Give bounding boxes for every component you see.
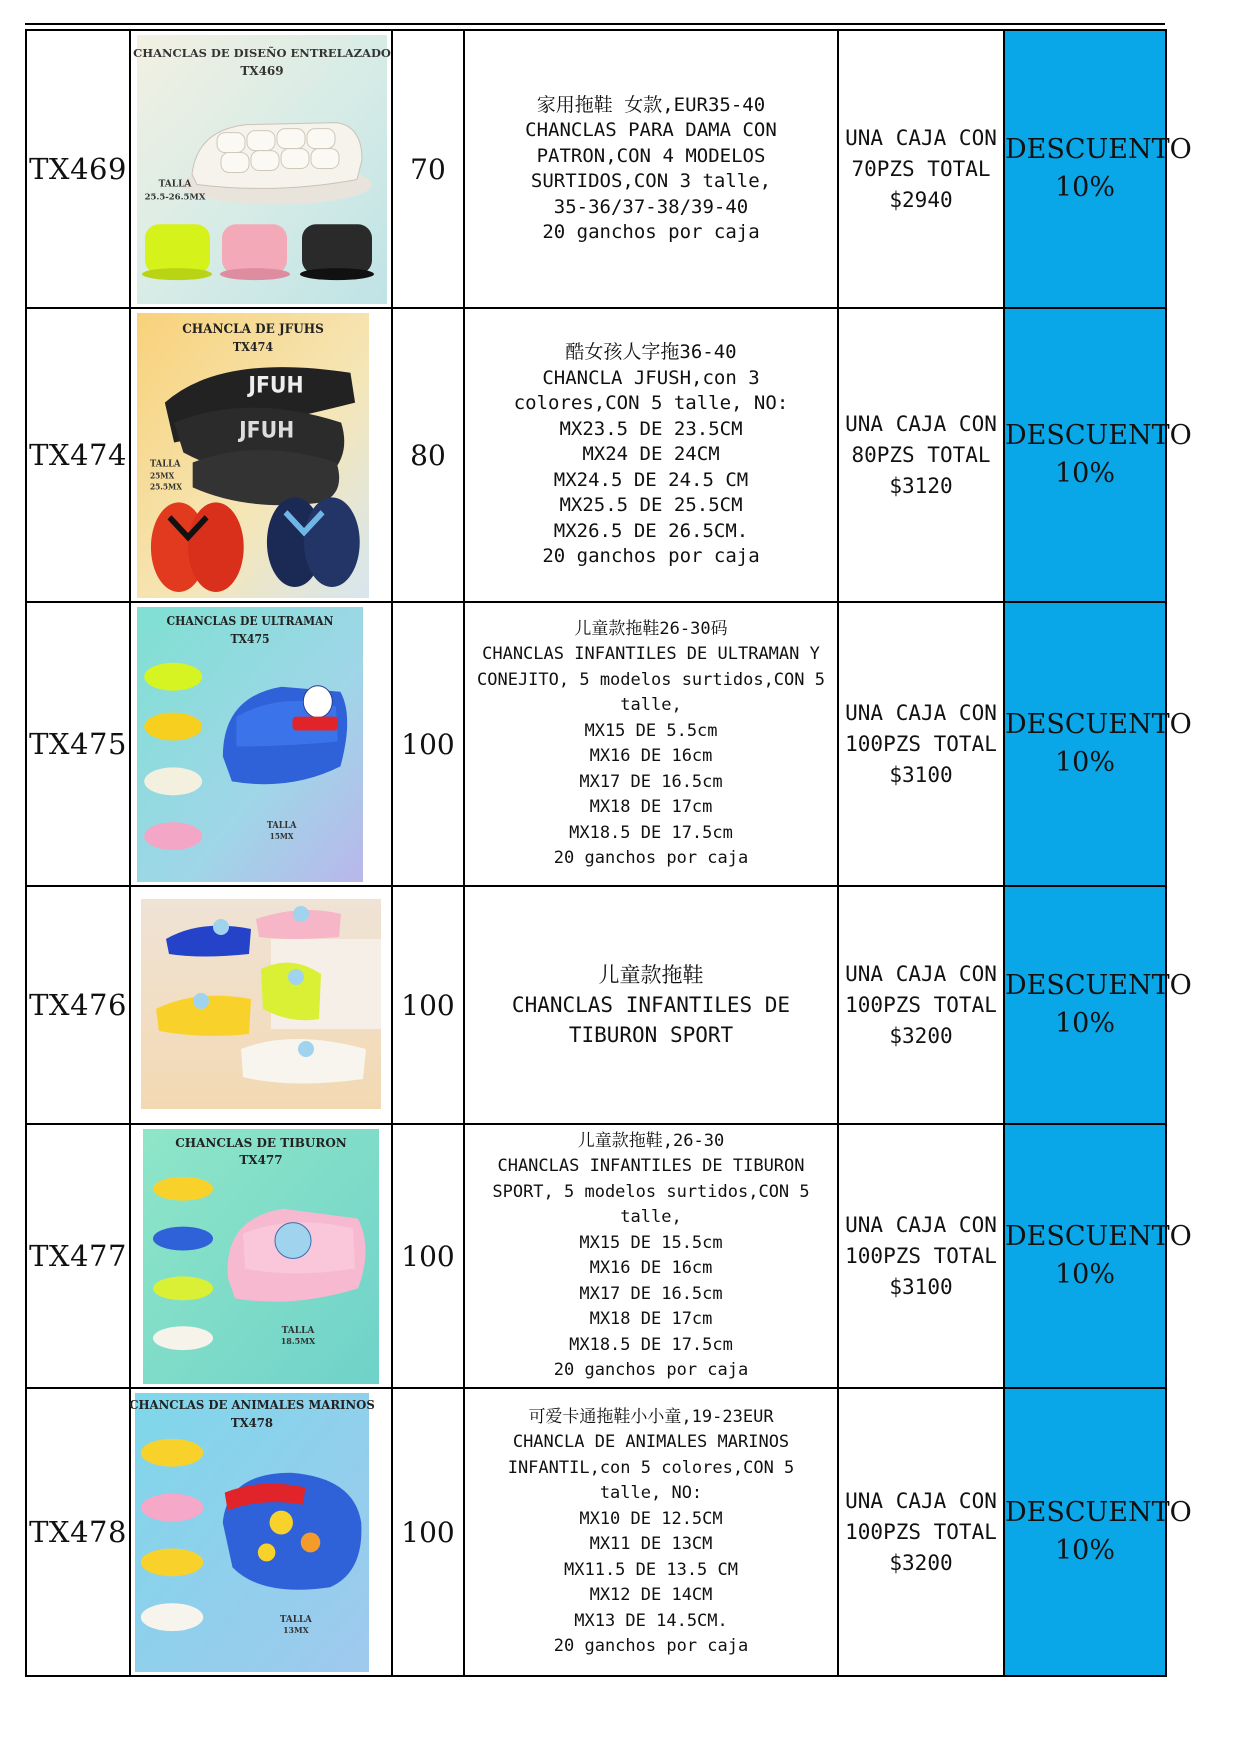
box-line: 100PZS TOTAL [845,1519,997,1544]
talla-label: TALLA [149,459,181,470]
image-subtitle: TX469 [240,63,284,78]
product-image [129,1393,375,1672]
table-row [26,1124,1166,1388]
description-line: 20 ganchos por caja [553,1360,749,1380]
description-line: CHANCLAS INFANTILES DE ULTRAMAN Y [482,644,820,664]
talla-value: 25.5-26.5MX [144,191,206,202]
talla-value: 25.5MX [149,482,182,492]
description-line: MX11.5 DE 13.5 CM [564,1559,738,1580]
quantity: 100 [392,602,464,886]
table-row [26,308,1166,602]
description-line: SURTIDOS,CON 3 talle, [530,170,772,192]
discount-cell [1004,886,1192,1124]
product-image-cell [130,30,392,308]
box-price: $3120 [889,473,953,498]
discount-cell [1004,1124,1192,1388]
image-subtitle: TX475 [230,631,270,647]
top-rule [25,23,1165,25]
product-image-cell [130,308,392,602]
description-line: MX25.5 DE 25.5CM [559,494,743,517]
box-line: UNA CAJA CON [845,1488,997,1513]
description-line: MX26.5 DE 26.5CM. [553,519,749,542]
discount-value: 10% [1054,1008,1115,1039]
box-price: $2940 [889,187,953,212]
talla-label: TALLA [158,179,192,190]
box-line: 100PZS TOTAL [845,731,997,756]
clog-illustration [223,1473,362,1590]
description-line: 儿童款拖鞋,26-30 [577,1130,725,1151]
talla-label: TALLA [266,820,297,832]
discount-label: DESCUENTO [1005,970,1192,1001]
description [464,1388,838,1676]
quantity: 100 [392,1124,464,1388]
description-line: MX17 DE 16.5cm [579,1283,723,1304]
description-line: MX16 DE 16cm [589,746,713,766]
product-image [133,35,391,304]
quantity: 100 [392,1388,464,1676]
description-line: MX23.5 DE 23.5CM [559,417,743,440]
image-title: CHANCLAS DE ANIMALES MARINOS [129,1397,375,1412]
talla-value: 13MX [283,1626,309,1636]
description-line: CHANCLAS PARA DAMA CON [525,119,777,141]
image-title: CHANCLA DE JFUHS [182,320,324,337]
product-image-cell [130,1388,392,1676]
discount-cell [1004,30,1192,308]
description-line: MX13 DE 14.5CM. [574,1610,728,1631]
product-code: TX478 [26,1388,130,1676]
talla-value: 15MX [269,831,294,842]
description-line: MX18 DE 17cm [589,1309,713,1329]
description-line: MX24.5 DE 24.5 CM [553,468,749,491]
box-line: UNA CAJA CON [845,411,997,436]
product-image-cell [130,886,392,1124]
discount-value: 10% [1054,172,1115,203]
box-line: UNA CAJA CON [845,1212,997,1237]
discount-label: DESCUENTO [1005,1221,1192,1252]
talla-value: 25MX [149,471,175,481]
product-image-cell [130,602,392,886]
description-line: MX24 DE 24CM [582,443,720,466]
image-subtitle: TX478 [230,1415,274,1430]
talla-label: TALLA [281,1326,315,1337]
description-line: MX17 DE 16.5cm [579,771,723,792]
box-line: UNA CAJA CON [845,961,997,986]
discount-label: DESCUENTO [1005,134,1192,165]
description [464,308,838,602]
discount-label: DESCUENTO [1005,420,1192,451]
description-line: CHANCLAS INFANTILES DE TIBURON [497,1156,805,1176]
image-subtitle: TX474 [232,339,274,354]
box-info [838,886,1004,1124]
description-line: MX11 DE 13CM [589,1534,713,1554]
discount-cell [1004,1388,1192,1676]
product-image [143,1129,379,1384]
description-line: 儿童款拖鞋26-30码 [574,618,728,639]
talla-value: 18.5MX [280,1337,316,1347]
description-line: CHANCLA DE ANIMALES MARINOS [512,1432,790,1452]
product-code: TX474 [26,308,130,602]
quantity: 100 [392,886,464,1124]
box-info [838,308,1004,602]
discount-label: DESCUENTO [1005,709,1192,740]
box-info [838,1388,1004,1676]
box-line: 70PZS TOTAL [851,156,991,181]
talla-label: TALLA [279,1615,312,1626]
description-line: MX18.5 DE 17.5cm [569,1334,733,1355]
box-price: $3100 [889,1274,953,1299]
description-line: talle, [620,1207,682,1227]
box-info [838,1124,1004,1388]
description-line: MX10 DE 12.5CM [579,1508,723,1529]
discount-value: 10% [1054,1259,1115,1290]
description-line: 20 ganchos por caja [553,1636,749,1656]
description-line: 家用拖鞋 女款,EUR35-40 [536,93,766,116]
discount-value: 10% [1054,1535,1115,1566]
table-row [26,30,1166,308]
description-line: SPORT, 5 modelos surtidos,CON 5 [492,1181,810,1202]
description-line: CONEJITO, 5 modelos surtidos,CON 5 [477,669,825,690]
product-image [141,899,381,1109]
description-line: MX15 DE 15.5cm [579,1232,723,1253]
product-code: TX475 [26,602,130,886]
image-title: CHANCLAS DE DISEÑO ENTRELAZADO [133,45,391,60]
description-line: MX16 DE 16cm [589,1258,713,1278]
description-line: 20 ganchos por caja [542,545,760,568]
discount-cell [1004,602,1192,886]
description-line: CHANCLAS INFANTILES DE [511,993,791,1017]
product-code: TX477 [26,1124,130,1388]
description [464,30,838,308]
product-code: TX469 [26,30,130,308]
description-line: CHANCLA JFUSH,con 3 [542,366,760,389]
box-line: 100PZS TOTAL [845,1243,997,1268]
product-image [137,607,363,882]
description [464,886,838,1124]
description-line: INFANTIL,con 5 colores,CON 5 [507,1457,795,1478]
product-image-cell [130,1124,392,1388]
table-row [26,1388,1166,1676]
discount-label: DESCUENTO [1005,1497,1192,1528]
description-line: 35-36/37-38/39-40 [553,195,749,218]
description-line: talle, NO: [599,1483,703,1503]
description-line: MX18.5 DE 17.5cm [569,822,733,843]
image-title: CHANCLAS DE TIBURON [175,1135,347,1150]
product-catalog-table [25,29,1192,1677]
flipflop-illustration [165,367,355,505]
box-info [838,30,1004,308]
box-price: $3100 [889,762,953,787]
product-code: TX476 [26,886,130,1124]
product-image [137,313,369,598]
description-line: 20 ganchos por caja [553,848,749,868]
discount-value: 10% [1054,747,1115,778]
box-info [838,602,1004,886]
quantity: 80 [392,308,464,602]
description-line: 可爱卡通拖鞋小小童,19-23EUR [528,1406,774,1427]
description-line: MX15 DE 5.5cm [584,720,718,741]
description-line: TIBURON SPORT [568,1023,734,1047]
description-line: 儿童款拖鞋 [598,963,704,987]
svg-text:JFUH: JFUH [239,416,295,443]
box-price: $3200 [889,1550,953,1575]
description-line: MX12 DE 14CM [589,1585,713,1605]
description [464,1124,838,1388]
description [464,602,838,886]
image-title: CHANCLAS DE ULTRAMAN [166,613,334,629]
box-line: 100PZS TOTAL [845,992,997,1017]
svg-text:JFUH: JFUH [248,372,304,398]
discount-value: 10% [1054,458,1115,489]
description-line: PATRON,CON 4 MODELOS [536,144,766,167]
description-line: MX18 DE 17cm [589,797,713,817]
slipper-illustration [228,1209,366,1302]
table-row [26,886,1166,1124]
box-line: 80PZS TOTAL [851,442,991,467]
quantity: 70 [392,30,464,308]
box-price: $3200 [889,1023,953,1048]
color-variants [142,224,374,280]
box-line: UNA CAJA CON [845,125,997,150]
box-line: UNA CAJA CON [845,700,997,725]
description-line: talle, [620,695,682,715]
table-row [26,602,1166,886]
description-line: colores,CON 5 talle, NO: [513,392,789,415]
description-line: 20 ganchos por caja [542,221,760,243]
image-subtitle: TX477 [239,1152,283,1167]
discount-cell [1004,308,1192,602]
description-line: 酷女孩人字拖36-40 [565,341,737,364]
